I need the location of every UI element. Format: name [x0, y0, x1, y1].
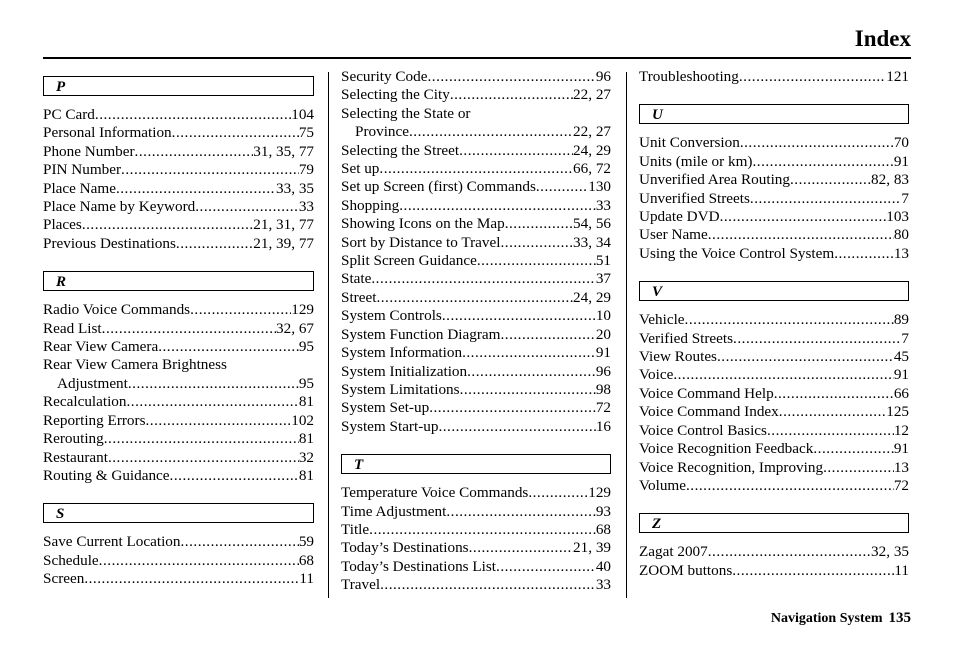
entry-pages: 129 [588, 484, 611, 502]
entry-pages: 24, 29 [573, 141, 611, 159]
dot-leader [834, 245, 894, 263]
index-entry [43, 301, 314, 319]
entry-pages: 79 [298, 161, 314, 179]
index-entry [341, 344, 611, 362]
index-entry [639, 153, 909, 171]
entry-label: Voice Command Index [639, 403, 779, 421]
index-entry [639, 208, 909, 226]
entry-label: Save Current Location [43, 533, 181, 551]
entry-pages: 81 [298, 393, 314, 411]
index-entry [341, 289, 611, 307]
entry-pages: 66, 72 [573, 160, 611, 178]
entry-pages: 80 [893, 226, 909, 244]
entry-pages: 81 [298, 466, 314, 484]
index-entry [43, 570, 314, 588]
entry-label: Troubleshooting [639, 68, 739, 85]
entry-label: PC Card [43, 106, 95, 123]
dot-leader [376, 289, 573, 307]
entry-pages: 31, 35, 77 [253, 142, 314, 160]
section-letter-header: R [43, 271, 314, 291]
dot-leader [536, 178, 588, 196]
dot-leader [500, 326, 595, 344]
entry-pages: 125 [886, 403, 909, 421]
index-entry [341, 252, 611, 270]
index-entry [341, 86, 611, 104]
index-entry [341, 307, 611, 325]
index-entry [341, 142, 611, 160]
dot-leader [135, 143, 254, 161]
entry-label: System Initialization [341, 362, 468, 380]
index-entry [43, 393, 314, 411]
entry-label: Rerouting [43, 430, 104, 448]
entry-label: Selecting the State or [341, 104, 471, 122]
dot-leader [708, 543, 871, 561]
page-number: 135 [888, 610, 911, 626]
dot-leader [708, 226, 894, 244]
section-gap [43, 485, 314, 495]
entry-label: Using the Voice Control System [639, 244, 835, 262]
dot-leader [450, 86, 573, 104]
entry-label: Unverified Area Routing [639, 171, 790, 189]
entry-pages: 24, 29 [573, 288, 611, 306]
entry-label: Today’s Destinations List [341, 557, 497, 575]
entry-pages: 95 [298, 338, 314, 356]
entry-pages: 7 [901, 189, 909, 207]
entry-label: ZOOM buttons [639, 561, 733, 579]
dot-leader [127, 393, 299, 411]
entry-label: Phone Number [43, 142, 135, 160]
dot-leader [379, 160, 573, 178]
index-entry [43, 552, 314, 570]
entry-pages: 33, 34 [573, 233, 611, 251]
entry-pages: 20 [595, 325, 611, 343]
entry-label: Travel [341, 576, 381, 594]
entry-label: System Start-up [341, 417, 439, 435]
entry-label: Shopping [341, 196, 400, 214]
entry-pages: 7 [901, 329, 909, 347]
index-entry [639, 190, 909, 208]
entry-label: Recalculation [43, 393, 127, 411]
index-entry [341, 363, 611, 381]
entry-label: Security Code [341, 68, 428, 85]
entry-pages: 22, 27 [573, 123, 611, 141]
index-entry [639, 403, 909, 421]
entry-pages: 91 [893, 366, 909, 384]
index-entry [639, 477, 909, 495]
index-entry [43, 320, 314, 338]
index-entry [341, 234, 611, 252]
entry-pages: 93 [595, 502, 611, 520]
dot-leader [673, 366, 894, 384]
entry-label: PIN Number [43, 161, 122, 179]
dot-leader [190, 301, 291, 319]
dot-leader [739, 68, 886, 86]
entry-label: Voice Recognition Feedback [639, 440, 814, 458]
entry-pages: 45 [893, 348, 909, 366]
entry-pages: 72 [595, 399, 611, 417]
index-entry [341, 160, 611, 178]
entry-label: Verified Streets [639, 329, 734, 347]
dot-leader [477, 252, 596, 270]
index-entry [639, 440, 909, 458]
entry-pages: 70 [893, 134, 909, 152]
index-entry [639, 171, 909, 189]
entry-pages: 21, 31, 77 [253, 216, 314, 234]
dot-leader [172, 124, 299, 142]
dot-leader [195, 198, 299, 216]
index-entry [341, 521, 611, 539]
entry-label: Update DVD [639, 208, 720, 226]
entry-pages: 21, 39 [573, 539, 611, 557]
dot-leader [505, 215, 573, 233]
dot-leader [685, 311, 894, 329]
dot-leader [146, 412, 292, 430]
dot-leader [121, 161, 299, 179]
index-entry [341, 105, 611, 123]
entry-pages: 95 [298, 374, 314, 392]
index-entry [341, 558, 611, 576]
index-column-2 [341, 68, 611, 595]
entry-label: System Controls [341, 307, 442, 325]
index-entry [341, 123, 611, 141]
index-entry [43, 216, 314, 234]
entry-pages: 68 [595, 520, 611, 538]
entry-label: Time Adjustment [341, 502, 447, 520]
dot-leader [732, 562, 894, 580]
entry-label: Voice Recognition, Improving [639, 458, 824, 476]
entry-label: Place Name by Keyword [43, 198, 196, 216]
entry-pages: 66 [893, 384, 909, 402]
entry-pages: 51 [595, 252, 611, 270]
dot-leader [496, 558, 596, 576]
index-entry [639, 385, 909, 403]
index-entry [43, 198, 314, 216]
index-entry [639, 562, 909, 580]
entry-label: System Information [341, 344, 463, 362]
dot-leader [116, 180, 276, 198]
entry-label: Schedule [43, 551, 99, 569]
entry-label: Showing Icons on the Map [341, 215, 505, 233]
entry-pages: 13 [893, 244, 909, 262]
index-entry [341, 576, 611, 594]
index-entry [341, 178, 611, 196]
entry-label: Split Screen Guidance [341, 252, 477, 270]
entry-label: Voice Command Help [639, 384, 774, 402]
entry-label: Volume [639, 476, 686, 494]
entry-label: Street [341, 288, 377, 306]
dot-leader [399, 197, 596, 215]
dot-leader [99, 552, 299, 570]
entry-pages: 13 [893, 458, 909, 476]
entry-pages: 11 [894, 561, 909, 579]
dot-leader [84, 570, 299, 588]
index-entry [43, 235, 314, 253]
entry-label: Rear View Camera [43, 338, 159, 356]
entry-label: Set up Screen (first) Commands [341, 178, 536, 196]
index-entry [43, 124, 314, 142]
index-entry [341, 381, 611, 399]
entry-label: Selecting the Street [341, 141, 460, 159]
entry-pages: 54, 56 [573, 215, 611, 233]
entry-label: Place Name [43, 179, 116, 197]
index-entry [341, 399, 611, 417]
dot-leader [752, 153, 893, 171]
entry-label: Restaurant [43, 448, 108, 466]
index-entry [639, 330, 909, 348]
entry-label: State [341, 270, 372, 288]
entry-label: Routing & Guidance [43, 466, 170, 484]
entry-label: Radio Voice Commands [43, 301, 191, 319]
dot-leader [823, 459, 894, 477]
dot-leader [733, 330, 901, 348]
dot-leader [369, 521, 596, 539]
entry-pages: 81 [298, 430, 314, 448]
index-entry [639, 543, 909, 561]
dot-leader [469, 539, 573, 557]
dot-leader [176, 235, 253, 253]
entry-pages: 33 [298, 198, 314, 216]
index-entry [341, 215, 611, 233]
entry-pages: 72 [893, 476, 909, 494]
entry-pages: 91 [595, 344, 611, 362]
index-entry [639, 226, 909, 244]
entry-pages: 91 [893, 440, 909, 458]
page-title: Index [854, 26, 911, 51]
dot-leader [181, 533, 299, 551]
dot-leader [108, 449, 299, 467]
index-entry [43, 180, 314, 198]
index-entry [639, 311, 909, 329]
entry-pages: 33 [595, 576, 611, 594]
entry-label: Reporting Errors [43, 411, 146, 429]
dot-leader [740, 134, 894, 152]
section-letter-header: P [43, 76, 314, 96]
entry-label: Units (mile or km) [639, 152, 753, 170]
index-entry [43, 143, 314, 161]
entry-pages: 33, 35 [276, 179, 314, 197]
section-letter-header: S [43, 503, 314, 523]
entry-pages: 37 [595, 270, 611, 288]
entry-pages: 22, 27 [573, 86, 611, 104]
entry-label: View Routes [639, 348, 717, 366]
index-entry [341, 270, 611, 288]
title-rule [43, 57, 911, 59]
dot-leader [427, 68, 595, 86]
entry-label: Sort by Distance to Travel [341, 233, 501, 251]
entry-label: Rear View Camera Brightness [43, 356, 227, 374]
entry-label: Set up [341, 160, 380, 178]
index-entry [639, 459, 909, 477]
dot-leader [82, 216, 253, 234]
footer-label: Navigation System [770, 611, 883, 626]
index-entry [43, 412, 314, 430]
index-entry [43, 375, 314, 393]
dot-leader [409, 123, 573, 141]
entry-pages: 102 [291, 411, 314, 429]
dot-leader [774, 385, 894, 403]
index-entry [43, 106, 314, 124]
entry-label: Screen [43, 570, 85, 588]
entry-pages: 96 [595, 68, 611, 85]
dot-leader [467, 363, 596, 381]
entry-pages: 89 [893, 311, 909, 329]
entry-pages: 11 [299, 570, 314, 588]
entry-label: Province [355, 123, 409, 141]
dot-leader [371, 270, 595, 288]
dot-leader [717, 348, 894, 366]
entry-pages: 32, 35 [871, 543, 909, 561]
entry-pages: 68 [298, 551, 314, 569]
entry-pages: 75 [298, 124, 314, 142]
entry-label: System Set-up [341, 399, 430, 417]
section-letter-header: V [639, 281, 909, 301]
index-entry [43, 467, 314, 485]
entry-pages: 16 [595, 417, 611, 435]
entry-pages: 33 [595, 196, 611, 214]
entry-label: Zagat 2007 [639, 543, 708, 561]
index-entry [639, 366, 909, 384]
entry-label: User Name [639, 226, 708, 244]
dot-leader [429, 399, 596, 417]
index-entry [43, 533, 314, 551]
entry-pages: 10 [595, 307, 611, 325]
entry-label: Previous Destinations [43, 234, 176, 252]
index-entry [341, 503, 611, 521]
dot-leader [459, 142, 573, 160]
entry-pages: 121 [886, 68, 909, 85]
index-entry [43, 338, 314, 356]
index-entry [43, 161, 314, 179]
index-column-1 [43, 68, 314, 589]
section-letter-header: U [639, 104, 909, 124]
entry-pages: 21, 39, 77 [253, 234, 314, 252]
dot-leader [380, 576, 596, 594]
dot-leader [104, 430, 299, 448]
dot-leader [462, 344, 596, 362]
section-letter-header: Z [639, 513, 909, 533]
dot-leader [446, 503, 595, 521]
index-entry [639, 134, 909, 152]
dot-leader [767, 422, 894, 440]
section-gap [639, 263, 909, 273]
entry-label: Adjustment [57, 374, 128, 392]
entry-label: Title [341, 520, 370, 538]
entry-label: Personal Information [43, 124, 172, 142]
dot-leader [102, 320, 276, 338]
dot-leader [720, 208, 887, 226]
index-entry [43, 430, 314, 448]
index-entry [341, 326, 611, 344]
entry-pages: 59 [298, 533, 314, 551]
dot-leader [158, 338, 299, 356]
dot-leader [790, 171, 871, 189]
page-footer [771, 610, 911, 627]
index-entry [639, 422, 909, 440]
entry-pages: 98 [595, 380, 611, 398]
entry-pages: 12 [893, 421, 909, 439]
section-gap [43, 253, 314, 263]
entry-label: Temperature Voice Commands [341, 484, 529, 502]
dot-leader [686, 477, 894, 495]
entry-pages: 32 [298, 448, 314, 466]
index-entry [341, 539, 611, 557]
dot-leader [500, 234, 573, 252]
entry-pages: 103 [886, 208, 909, 226]
index-entry [341, 197, 611, 215]
dot-leader [813, 440, 893, 458]
entry-label: Unit Conversion [639, 134, 740, 152]
entry-label: Unverified Streets [639, 189, 750, 207]
dot-leader [779, 403, 886, 421]
index-entry [341, 418, 611, 436]
dot-leader [95, 106, 291, 124]
section-gap [341, 436, 611, 446]
entry-label: Voice Control Basics [639, 421, 767, 439]
index-entry [639, 68, 909, 86]
index-entry [43, 449, 314, 467]
entry-label: Vehicle [639, 311, 685, 329]
column-divider [626, 72, 627, 598]
dot-leader [528, 484, 588, 502]
entry-pages: 104 [291, 106, 314, 123]
entry-pages: 40 [595, 557, 611, 575]
entry-pages: 129 [291, 301, 314, 319]
entry-label: Read List [43, 319, 102, 337]
index-entry [639, 348, 909, 366]
entry-label: System Function Diagram [341, 325, 501, 343]
dot-leader [750, 190, 901, 208]
index-entry [341, 68, 611, 86]
entry-pages: 96 [595, 362, 611, 380]
index-entry [341, 484, 611, 502]
entry-label: Places [43, 216, 82, 234]
entry-label: Selecting the City [341, 86, 450, 104]
entry-pages: 32, 67 [276, 319, 314, 337]
index-entry [639, 245, 909, 263]
entry-label: Today’s Destinations [341, 539, 469, 557]
entry-label: System Limitations [341, 380, 460, 398]
entry-label: Voice [639, 366, 674, 384]
dot-leader [460, 381, 596, 399]
column-divider [328, 72, 329, 598]
dot-leader [438, 418, 595, 436]
section-gap [639, 495, 909, 505]
entry-pages: 82, 83 [871, 171, 909, 189]
entry-pages: 91 [893, 152, 909, 170]
dot-leader [170, 467, 299, 485]
section-letter-header: T [341, 454, 611, 474]
dot-leader [128, 375, 299, 393]
index-column-3 [639, 68, 909, 580]
dot-leader [442, 307, 596, 325]
index-entry [43, 356, 314, 374]
section-gap [639, 86, 909, 96]
entry-pages: 130 [588, 178, 611, 196]
